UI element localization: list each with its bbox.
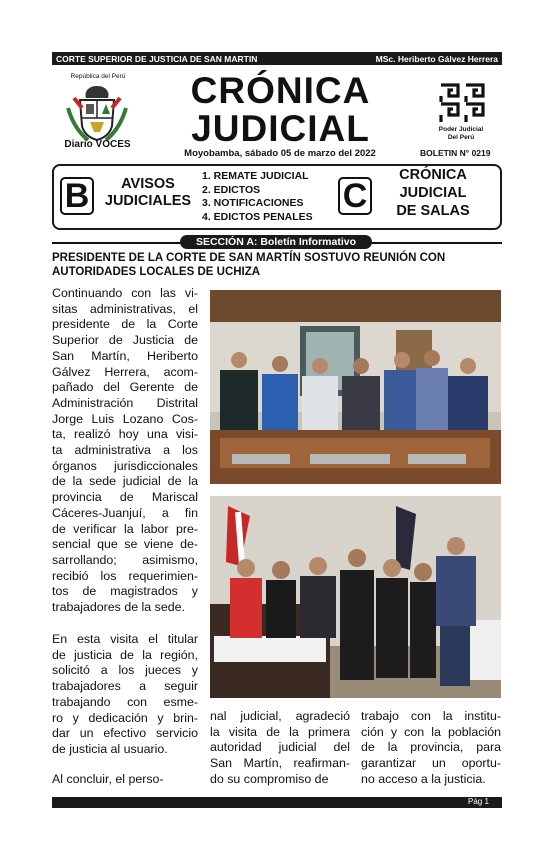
salas-line-1: CRÓNICA [399, 167, 467, 183]
text-line: Gálvez Herrera, acom- [52, 364, 198, 379]
text-line: pañado del Gerente de [52, 380, 198, 395]
text-line: provincia de Mariscal [52, 490, 198, 505]
text-line: la visita de la primera [210, 724, 350, 739]
avisos-line-1: AVISOS [121, 176, 175, 192]
poder-judicial-logo-icon [438, 82, 486, 124]
text-line: de la provincia, para [361, 740, 501, 755]
dateline: Moyobamba, sábado 05 de marzo del 2022 [184, 148, 376, 159]
text-line: dar un efectivo servicio [52, 726, 198, 741]
text-line: Cáceres-Juanjuí, a fin [52, 505, 198, 520]
text-line: Administración Distrital [52, 395, 198, 410]
text-line: garantizar un oportu- [361, 756, 501, 771]
text-line: ro y dedicación y brin- [52, 710, 198, 725]
text-line: San Martín, reafirman- [210, 756, 350, 771]
article-col3 [361, 709, 501, 788]
avisos-list [202, 170, 313, 224]
text-line: tos de magistrados y [52, 584, 198, 599]
section-banner: SECCIÓN A: Boletín Informativo [180, 235, 372, 249]
list-item: 3. NOTIFICACIONES [202, 197, 304, 209]
list-item: 1. REMATE JUDICIAL [202, 170, 309, 182]
text-line: sarrollando; asimismo, [52, 552, 198, 567]
cronica-salas-heading [378, 166, 488, 220]
text-line: de verificar la labor pre- [52, 521, 198, 536]
seal-arc-text: República del Perú [70, 73, 126, 80]
title-line-1: CRÓNICA [190, 70, 371, 111]
pj-line-2: Del Perú [447, 134, 475, 141]
article-col1-para3 [52, 772, 198, 788]
pj-line-1: Poder Judicial [438, 126, 484, 133]
text-line: de justicia de la región, [52, 647, 198, 662]
text-line: Superior de Justicia de [52, 333, 198, 348]
text-line: nal judicial, agradeció [210, 709, 350, 723]
text-line: de justicia al usuario. [52, 741, 168, 756]
list-item: 4. EDICTOS PENALES [202, 210, 313, 223]
list-item: 2. EDICTOS [202, 183, 261, 196]
text-line: solicitó a los jueces y [52, 663, 198, 678]
text-line: órganos jurisdiccionales [52, 458, 198, 473]
text-line: trabajo con la institu- [361, 709, 501, 723]
avisos-judiciales-heading [98, 176, 198, 210]
group-photo [210, 496, 501, 698]
text-line: ta administrativa a los [52, 443, 198, 458]
text-line: recibió los requerimien- [52, 568, 198, 583]
text-line: trabajando con esme- [52, 694, 198, 709]
text-line: ción y con la población [361, 724, 501, 739]
text-line: sitas administrativas, el [52, 301, 198, 316]
article-col1-para2 [52, 632, 198, 758]
section-c-letter: C [338, 177, 372, 215]
text-line: ta, realizó hoy una visi- [52, 427, 198, 442]
article-col1-para1 [52, 286, 198, 616]
text-line: sencial que se viene de- [52, 537, 198, 552]
text-line: Continuando con las vi- [52, 286, 198, 300]
salas-line-3: DE SALAS [396, 203, 470, 219]
footer-bar [52, 797, 502, 808]
section-b-letter: B [60, 177, 94, 215]
salas-line-2: JUDICIAL [399, 185, 467, 201]
text-line: no acceso a la justicia. [361, 771, 486, 786]
text-line: autoridad judicial del [210, 740, 350, 755]
text-line: do su compromiso de [210, 771, 329, 786]
masthead-title [178, 72, 383, 148]
title-line-2: JUDICIAL [191, 108, 370, 149]
court-name: CORTE SUPERIOR DE JUSTICIA DE SAN MARTIN [56, 53, 258, 64]
bulletin-number: BOLETIN N° 0219 [420, 148, 491, 158]
article-col2 [210, 709, 350, 788]
seal-caption: Diario VOCES [64, 139, 131, 150]
text-line: trabajadores a seguir [52, 679, 198, 694]
text-line: trabajadores de la sede. [52, 600, 185, 615]
avisos-line-2: JUDICIALES [104, 193, 192, 209]
poder-judicial-text [425, 126, 497, 142]
author-name: MSc. Heriberto Gálvez Herrera [375, 53, 498, 64]
text-line: Al concluir, el perso- [52, 772, 164, 786]
header-bar [52, 52, 502, 65]
text-line: San Martín, Heriberto [52, 348, 198, 363]
article-headline: PRESIDENTE DE LA CORTE DE SAN MARTÍN SOSTUVO REUNIÓN CON AUTORIDADES LOCALES DE UCHIZA [52, 252, 446, 278]
text-line: de la sede judicial de la [52, 474, 198, 489]
meeting-photo [210, 290, 501, 484]
text-line: presidente de la Corte [52, 317, 198, 332]
text-line: Jorge Luis Lozano Cos- [52, 411, 198, 426]
page-number: Pág 1 [468, 797, 489, 806]
text-line: En esta visita el titular [52, 632, 198, 646]
